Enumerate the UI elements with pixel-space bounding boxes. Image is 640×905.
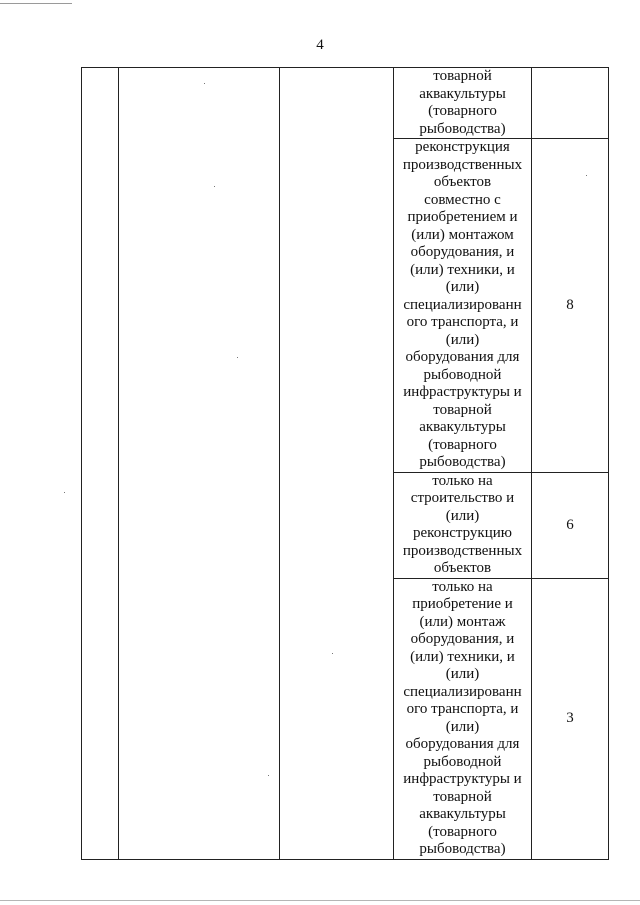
condition-cell [280,68,394,860]
number-cell [82,68,119,860]
criteria-table [81,67,609,860]
scan-speck [586,175,587,176]
scan-edge-top [0,3,72,4]
description-cell: только на приобретение и (или) монтаж оборудования, и (или) техники, и (или) специализированн ого транспорта, и (или) оборудования для рыбоводной инфраструктуры и товарной аквакультуры (товарного рыбоводства) [394,578,532,859]
criterion-cell [119,68,280,860]
scan-speck [214,186,215,187]
scan-speck [332,653,333,654]
description-cell: реконструкция производственных объектов совместно с приобретением и (или) монтажом оборудования, и (или) техники, и (или) специализированн ого транспорта, и (или) оборудования для рыбоводной инфраструктуры и товарной аквакультуры (товарного рыбоводства) [394,139,532,473]
value-cell: 3 [532,578,609,859]
value-cell: 6 [532,472,609,578]
scan-speck [268,775,269,776]
scan-speck [204,83,205,84]
scan-edge-bottom [0,900,640,901]
scan-speck [64,492,65,493]
description-cell: только на строительство и (или) реконструкцию производственных объектов [394,472,532,578]
description-cell: товарной аквакультуры (товарного рыбоводства) [394,68,532,139]
scan-speck [237,357,238,358]
table-row [82,68,609,139]
value-cell: 8 [532,139,609,473]
page-number: 4 [316,37,324,53]
value-cell [532,68,609,139]
